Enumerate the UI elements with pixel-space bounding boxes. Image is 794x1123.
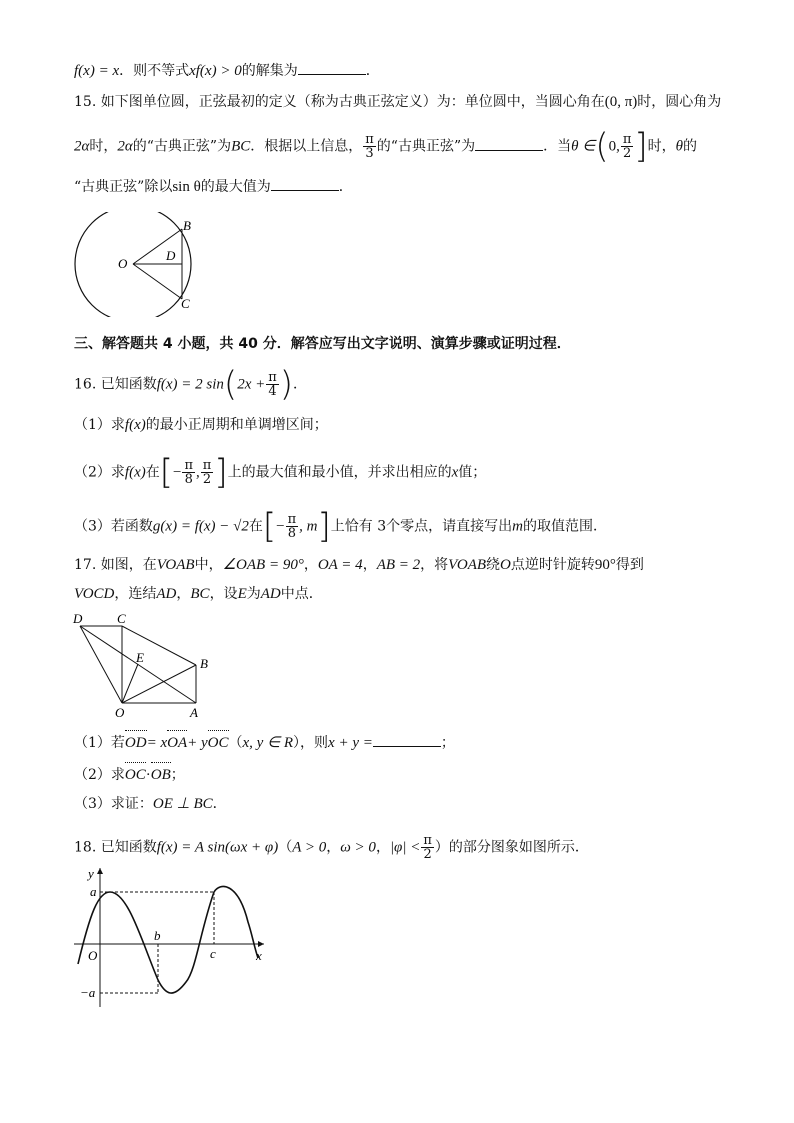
q16-sub2 [74,452,487,493]
vector-ob: OB [150,767,171,783]
q17-text: ，将 [420,557,449,573]
q17-text: 得到 [615,557,644,573]
q15-text: 时， [89,138,118,155]
q17-ad: AD [260,586,281,602]
q17-e: E [237,586,247,602]
q15-text: ．当 [543,138,572,155]
comma: , [196,464,200,481]
vector-od: OD [124,735,147,751]
q18-frac [421,834,434,861]
q16-text: （2）求 [74,464,125,481]
label-d: D [73,611,83,626]
q17-text: 17. 如图，在 [74,557,157,573]
q15-theta: θ [675,138,684,155]
bracket-left: ( [595,126,609,167]
q15-sin-theta: sin θ [172,179,201,195]
bracket-right: ] [317,506,331,547]
label-a: a [90,884,97,899]
q16-text: 上的最大值和最小值，并求出相应的 [227,464,452,481]
dot-product: · [145,767,151,783]
q17-text: 点逆时针旋转 [510,557,595,573]
q18-text: （ [278,839,293,856]
vector-oc: OC [207,735,229,751]
label-c: c [210,946,216,961]
frac-num: π [423,833,432,848]
q14-inequality: xf(x) > 0 [189,63,242,79]
q16-text: 在 [248,518,263,535]
q15-text: “古典正弦”除以 [74,179,173,195]
q15-2alpha: 2α [74,138,90,155]
q17-sub1 [74,732,455,753]
q15-line1 [74,92,721,112]
q14-fx: f(x) = x [74,63,120,79]
q18-cond: ω > 0 [340,839,376,856]
q16-sub1 [74,415,328,435]
frac-num: π [202,458,212,473]
q15-text: 的最大值为 [200,179,271,195]
q15-text: 的 [683,138,698,155]
label-b: b [154,928,161,943]
q16-line1 [74,364,308,405]
q17-bc: BC [190,586,210,602]
q17-text: ， [176,586,191,602]
q16-frac-pi-8 [182,459,195,486]
unit-circle-figure [68,212,198,317]
q15-answer-blank-2[interactable] [271,176,339,191]
q17-triangle2: VOCD [74,586,115,602]
q16-x: x [451,464,459,481]
q16-text: （3）若函数 [74,518,153,535]
q18-cond: |φ| < [389,839,421,856]
q15-fraction-pi-3 [363,133,376,160]
q17-o: O [500,557,511,573]
q17-text: 为 [246,586,261,602]
segment-do [80,626,122,703]
label-d: D [166,248,176,263]
q18-text: 18. 已知函数 [74,839,157,856]
segment-oe [122,664,138,703]
q16-text: 在 [145,464,160,481]
q14-end: ． [365,63,380,79]
q14-tail-line [74,60,380,81]
q17-oa: OA = 4 [317,557,363,573]
q15-text: ．根据以上信息， [250,138,363,155]
q15-answer-blank-1[interactable] [475,136,543,151]
q17-text: （2）求 [74,767,125,783]
q17-perp: OE ⊥ BC [152,796,213,812]
q16-m-var: m [512,518,523,535]
q18-text: ， [375,839,390,856]
q15-line2 [74,126,698,167]
frac-num: π [287,512,297,527]
frac-num: π [268,370,277,385]
q15-theta-in: θ ∈ [571,138,596,155]
q18-cond: A > 0 [292,839,327,856]
frac-den: 2 [423,847,432,862]
q17-text: （3）求证： [74,796,153,812]
vector-oc: OC [124,767,146,783]
label-y: y [88,866,94,881]
label-neg-a: −a [80,985,96,1000]
q17-eq: + y [187,735,208,751]
q16-text: 上恰有 3个零点，请直接写出 [330,518,513,535]
q17-ab: AB = 2 [376,557,421,573]
q17-text: ），则 [293,735,329,751]
frac-den: 4 [268,384,277,399]
q18-text: ）的部分图象如图所示． [434,839,589,856]
paren-left: ( [223,364,238,405]
paren-right: ) [279,364,294,405]
q16-gx: g(x) = f(x) − √2 [152,518,249,535]
label-b: B [200,656,208,671]
frac-num: π [365,132,374,147]
label-o: O [115,705,125,720]
rotation-figure [68,610,216,720]
q17-angle: ∠OAB = 90° [222,557,304,573]
section3-heading: 三、解答题共 4 小题，共 40 分．解答应写出文字说明、演算步骤或证明过程． [74,336,571,352]
q17-text: 中， [194,557,223,573]
q17-triangle: VOAB [156,557,195,573]
q18-text: ， [326,839,341,856]
q17-text: ， [303,557,318,573]
label-x: x [256,948,262,963]
q17-line2 [74,584,323,604]
q15-fraction-pi-2 [621,133,634,160]
q17-triangle: VOAB [448,557,487,573]
q16-fx: f(x) [124,464,146,481]
q17-text: ； [170,767,185,783]
q14-text: ．则不等式 [119,63,190,79]
q17-sub2 [74,765,185,785]
q17-text: ； [440,735,455,751]
label-b: B [183,218,191,233]
label-o: O [88,948,98,963]
radius-oc [133,264,182,299]
q16-text: 的取值范围． [522,518,607,535]
bracket-left: [ [159,452,174,493]
q18-line [74,834,589,861]
q15-interval: (0, π) [604,94,638,110]
q16-fx: f(x) [124,417,146,433]
segment-ob [122,665,196,703]
vector-oa: OA [167,735,188,751]
q15-text: ． [338,179,353,195]
q14-tail: 的解集为 [241,63,298,79]
q17-text: ． [212,796,227,812]
q15-2alpha: 2α [117,138,133,155]
q17-eq: = x [146,735,168,751]
frac-den: 3 [365,146,374,161]
q15-text: 时， [647,138,676,155]
q16-sub1-text: （1）求 [74,417,125,433]
q15-text: 的“古典正弦”为 [376,138,476,155]
frac-den: 2 [622,146,632,161]
q16-fraction [266,371,279,398]
sine-curve [78,886,258,993]
q15-text2: 时，圆心角为 [637,94,722,110]
q16-end: ． [293,376,308,393]
bracket-left: [ [262,506,277,547]
q17-text: 中点． [280,586,323,602]
q16-fx: f(x) = 2 sin [156,376,224,393]
q15-text: 的“古典正弦”为 [132,138,232,155]
minus: − [276,518,285,535]
q16-sub3 [74,506,607,547]
q15-text1: 15. 如下图单位圆，正弦最初的定义（称为古典正弦定义）为：单位圆中，当圆心角在 [74,94,605,110]
q18-fx: f(x) = A sin(ωx + φ) [156,839,279,856]
q17-text: （ [228,735,243,751]
q15-line3 [74,176,353,197]
q16-frac-pi-8b [286,513,299,540]
q17-sum: x + y = [328,735,373,751]
label-o: O [118,256,128,271]
frac-den: 8 [287,526,297,541]
label-c: C [117,611,126,626]
bracket-right: ] [214,452,228,493]
q16-text: 值； [458,464,487,481]
q17-text: 绕 [486,557,501,573]
label-e: E [136,650,144,665]
q15-interval-start: 0, [608,138,620,155]
q17-sub3 [74,794,227,814]
q16-inner: 2x + [237,376,266,393]
frac-den: 2 [202,472,212,487]
q17-line1 [74,555,644,575]
q17-ad: AD [156,586,177,602]
label-c: C [181,296,190,311]
frac-num: π [184,458,194,473]
q17-text: ， [362,557,377,573]
q16-text: 16. 已知函数 [74,376,157,393]
q16-frac-pi-2 [201,459,214,486]
q17-90deg: 90° [594,557,616,573]
minus: − [173,464,182,481]
q14-answer-blank[interactable] [298,60,366,75]
q17-text: ，连结 [114,586,157,602]
segment-bc [122,626,196,665]
label-a: A [190,705,198,720]
frac-num: π [622,132,632,147]
q17-text: ，设 [209,586,238,602]
q15-bc: BC [231,138,251,155]
sine-graph-figure [68,862,273,1010]
frac-den: 8 [184,472,193,487]
q16-sub1-text: 的最小正周期和单调增区间； [145,417,328,433]
q17-text: （1）若 [74,735,125,751]
bracket-right: ] [634,126,648,167]
q17-domain: x, y ∈ R [242,735,294,751]
q17-answer-blank[interactable] [373,732,441,747]
q16-m: , m [299,518,318,535]
